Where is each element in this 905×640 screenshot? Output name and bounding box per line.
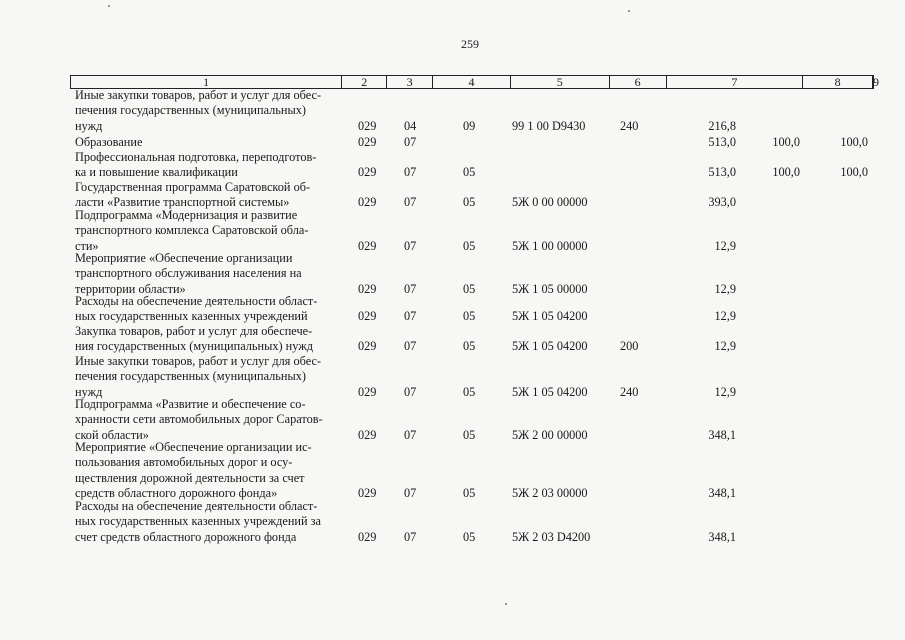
row-description: [75, 208, 338, 254]
cell-col-7: 216,8: [708, 118, 736, 133]
cell-col-3: 07: [404, 529, 417, 544]
cell-col-4: 05: [463, 165, 476, 180]
description-line: территории области»: [75, 281, 186, 296]
cell-col-5: 99 1 00 D9430: [512, 118, 586, 133]
row-description: [75, 397, 338, 443]
description-line: хранности сети автомобильных дорог Саратов-: [75, 412, 323, 427]
cell-col-2: 029: [358, 309, 377, 324]
description-line: Закупка товаров, работ и услуг для обеспече-: [75, 324, 313, 338]
row-description: [75, 324, 338, 355]
cell-col-7: 393,0: [708, 195, 736, 210]
header-col-8: 8: [803, 76, 873, 88]
scan-speck: [108, 5, 110, 7]
cell-col-3: 07: [404, 238, 417, 253]
description-line: Подпрограмма «Развитие и обеспечение со-: [75, 397, 306, 411]
row-description: [75, 180, 338, 211]
cell-col-6: 240: [620, 384, 639, 399]
row-description: [75, 135, 338, 150]
header-col-2: 2: [342, 76, 387, 88]
cell-col-3: 07: [404, 485, 417, 500]
cell-col-4: 09: [463, 118, 476, 133]
description-line: Расходы на обеспечение деятельности област-: [75, 499, 318, 513]
cell-col-3: 04: [404, 118, 417, 133]
description-line: транспортного обслуживания населения на: [75, 266, 302, 281]
description-line: Мероприятие «Обеспечение организации: [75, 251, 293, 265]
cell-col-2: 029: [358, 339, 377, 354]
description-line: Мероприятие «Обеспечение организации ис-: [75, 440, 312, 454]
cell-col-5: 5Ж 1 05 04200: [512, 384, 588, 399]
cell-col-4: 05: [463, 238, 476, 253]
cell-col-5: 5Ж 1 05 00000: [512, 281, 588, 296]
cell-col-9: 100,0: [840, 165, 868, 180]
cell-col-8: 100,0: [772, 135, 800, 149]
cell-col-5: 5Ж 2 00 00000: [512, 427, 588, 442]
cell-col-3: 07: [404, 195, 417, 210]
cell-col-4: 05: [463, 195, 476, 210]
cell-col-6: 240: [620, 118, 639, 133]
cell-col-5: 5Ж 1 00 00000: [512, 238, 588, 253]
cell-col-7: 12,9: [714, 281, 736, 296]
cell-col-4: 05: [463, 427, 476, 442]
header-col-4: 4: [433, 76, 511, 88]
cell-col-3: 07: [404, 135, 417, 149]
row-description: [75, 499, 338, 545]
cell-col-2: 029: [358, 281, 377, 296]
cell-col-2: 029: [358, 195, 377, 210]
description-line: Иные закупки товаров, работ и услуг для обес-: [75, 88, 322, 102]
cell-col-5: 5Ж 0 00 00000: [512, 195, 588, 210]
cell-col-3: 07: [404, 165, 417, 180]
description-line: средств областного дорожного фонда»: [75, 485, 278, 500]
page-number: 259: [461, 37, 479, 51]
description-line: Образование: [75, 135, 143, 149]
cell-col-4: 05: [463, 309, 476, 324]
row-description: [75, 150, 338, 181]
cell-col-7: 12,9: [714, 309, 736, 324]
description-line: ской области»: [75, 427, 149, 442]
row-description: [75, 294, 338, 325]
cell-col-2: 029: [358, 529, 377, 544]
cell-col-2: 029: [358, 238, 377, 253]
row-description: [75, 354, 338, 400]
cell-col-4: 05: [463, 485, 476, 500]
cell-col-2: 029: [358, 135, 377, 149]
description-line: нужд: [75, 118, 103, 133]
description-line: ных государственных казенных учреждений: [75, 309, 308, 324]
description-line: ных государственных казенных учреждений за: [75, 514, 321, 529]
description-line: печения государственных (муниципальных): [75, 369, 306, 384]
header-col-3: 3: [387, 76, 433, 88]
cell-col-7: 513,0: [708, 165, 736, 180]
cell-col-6: 200: [620, 339, 639, 354]
description-line: Иные закупки товаров, работ и услуг для обес-: [75, 354, 322, 368]
description-line: нужд: [75, 384, 103, 399]
cell-col-4: 05: [463, 281, 476, 296]
cell-col-7: 12,9: [714, 339, 736, 354]
description-line: Подпрограмма «Модернизация и развитие: [75, 208, 298, 222]
cell-col-9: 100,0: [840, 135, 868, 149]
description-line: пользования автомобильных дорог и осу-: [75, 455, 293, 470]
cell-col-3: 07: [404, 309, 417, 324]
cell-col-7: 348,1: [708, 529, 736, 544]
description-line: ществления дорожной деятельности за счет: [75, 470, 305, 485]
cell-col-4: 05: [463, 529, 476, 544]
cell-col-4: 05: [463, 384, 476, 399]
description-line: транспортного комплекса Саратовской обла-: [75, 223, 309, 238]
row-description: [75, 251, 338, 297]
cell-col-7: 12,9: [714, 384, 736, 399]
cell-col-2: 029: [358, 427, 377, 442]
description-line: Расходы на обеспечение деятельности област-: [75, 294, 318, 308]
header-col-6: 6: [610, 76, 667, 88]
cell-col-5: 5Ж 2 03 D4200: [512, 529, 591, 544]
cell-col-3: 07: [404, 339, 417, 354]
description-line: печения государственных (муниципальных): [75, 103, 306, 118]
scan-speck: [628, 10, 630, 12]
description-line: Государственная программа Саратовской об-: [75, 180, 311, 194]
cell-col-2: 029: [358, 384, 377, 399]
cell-col-5: 5Ж 1 05 04200: [512, 309, 588, 324]
description-line: ласти «Развитие транспортной системы»: [75, 195, 290, 210]
row-description: [75, 440, 338, 501]
description-line: счет средств областного дорожного фонда: [75, 529, 297, 544]
cell-col-5: 5Ж 2 03 00000: [512, 485, 588, 500]
cell-col-4: 05: [463, 339, 476, 354]
cell-col-7: 12,9: [714, 238, 736, 253]
scan-speck: [505, 603, 507, 605]
description-line: сти»: [75, 238, 99, 253]
table-header: 1 2 3 4 5 6 7 8 9: [70, 75, 874, 89]
header-col-7: 7: [667, 76, 804, 88]
row-description: [75, 88, 338, 134]
cell-col-3: 07: [404, 384, 417, 399]
cell-col-7: 513,0: [708, 135, 736, 149]
cell-col-2: 029: [358, 485, 377, 500]
header-col-5: 5: [511, 76, 610, 88]
cell-col-8: 100,0: [772, 165, 800, 180]
cell-col-2: 029: [358, 118, 377, 133]
cell-col-7: 348,1: [708, 427, 736, 442]
description-line: Профессиональная подготовка, переподготов-: [75, 150, 317, 164]
cell-col-2: 029: [358, 165, 377, 180]
description-line: ния государственных (муниципальных) нужд: [75, 339, 314, 354]
cell-col-3: 07: [404, 427, 417, 442]
cell-col-3: 07: [404, 281, 417, 296]
header-col-1: 1: [71, 76, 342, 88]
cell-col-5: 5Ж 1 05 04200: [512, 339, 588, 354]
cell-col-7: 348,1: [708, 485, 736, 500]
description-line: ка и повышение квалификации: [75, 165, 238, 180]
